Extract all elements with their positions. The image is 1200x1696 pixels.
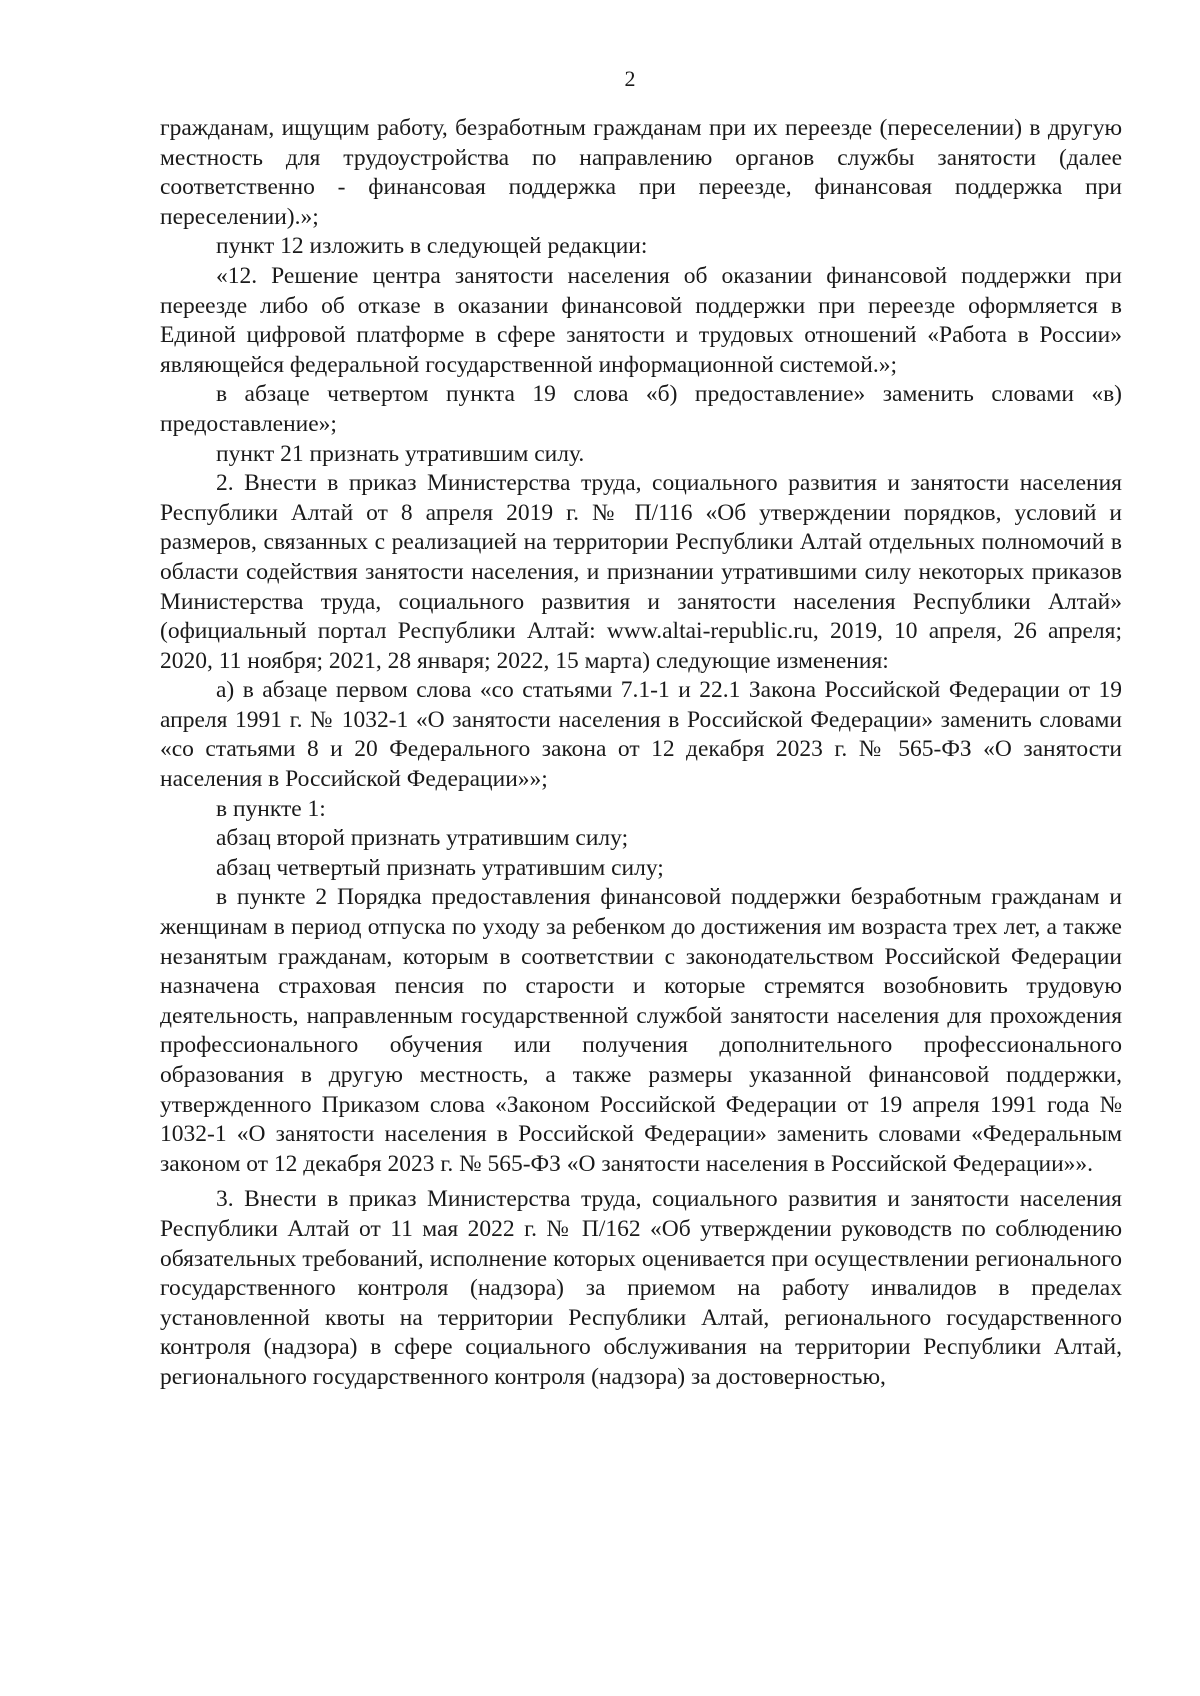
paragraph-fourth-abzac: абзац четвертый признать утратившим силу; bbox=[216, 854, 664, 881]
paragraph-point-2-order: в пункте 2 Порядка предоставления финансовой поддержки безработным гражданам и женщинам в период отпуска по уходу за ребенком до достижения им возраста трех лет, а также незанятым гражданам, которым в соответствии с законодательством Российской Федерации назначена страховая пенсия по старости и которые стремятся возобновить трудовую деятельность, направленным государственной службой занятости населения для прохождения профессионального обучения или получения дополнительного профессионального образования в другую местность, а также размеры указанной финансовой поддержки, утвержденного Приказом слова «Законом Российской Федерации от 19 апреля 1991 года № 1032-1 «О занятости населения в Российской Федерации» заменить словами «Федеральным законом от 12 декабря 2023 г. № 565-ФЗ «О занятости населения в Российской Федерации»». bbox=[160, 884, 1122, 1177]
paragraph-item-19-amendment: в абзаце четвертом пункта 19 слова «б) предоставление» заменить словами «в) предоставление»; bbox=[160, 381, 1122, 437]
paragraph-item-21-repeal: пункт 21 признать утратившим силу. bbox=[216, 440, 585, 467]
paragraph-point-1: в пункте 1: bbox=[216, 795, 326, 822]
paragraph-continuation: гражданам, ищущим работу, безработным гражданам при их переезде (переселении) в другую местность для трудоустройства по направлению органов службы занятости (далее соответственно - финансовая поддержка при переезде, финансовая поддержка при переселении).»; bbox=[160, 115, 1122, 230]
paragraph-item-12-instruction: пункт 12 изложить в следующей редакции: bbox=[216, 233, 648, 260]
paragraph-section-3: 3. Внести в приказ Министерства труда, социального развития и занятости населения Республики Алтай от 11 мая 2022 г. № П/162 «Об утверждении руководств по соблюдению обязательных требований, исполнение которых оценивается при осуществлении регионального государственного контроля (надзора) за приемом на работу инвалидов в пределах установленной квоты на территории Республики Алтай, регионального государственного контроля (надзора) в сфере социального обслуживания на территории Республики Алтай, регионального государственного контроля (надзора) за достоверностью, bbox=[160, 1186, 1122, 1390]
paragraph-section-2-a: а) в абзаце первом слова «со статьями 7.1-1 и 22.1 Закона Российской Федерации от 19 апреля 1991 г. № 1032-1 «О занятости населения в Российской Федерации» заменить словами «со статьями 8 и 20 Федерального закона от 12 декабря 2023 г. № 565-ФЗ «О занятости населения в Российской Федерации»»; bbox=[160, 677, 1122, 793]
page-number: 2 bbox=[624, 66, 636, 91]
paragraph-second-abzac: абзац второй признать утратившим силу; bbox=[216, 825, 629, 852]
paragraph-item-12-text: «12. Решение центра занятости населения об оказании финансовой поддержки при переезде либо об отказе в оказании финансовой поддержки при переезде оформляется в Единой цифровой платформе в сфере занятости и трудовых отношений «Работа в России» являющейся федеральной государственной информационной системой.»; bbox=[160, 262, 1122, 378]
document-body bbox=[160, 114, 1122, 1393]
paragraph-section-2: 2. Внести в приказ Министерства труда, социального развития и занятости населения Республики Алтай от 8 апреля 2019 г. № П/116 «Об утверждении порядков, условий и размеров, связанных с реализацией на территории Республики Алтай отдельных полномочий в области содействия занятости населения, и признании утратившими силу некоторых приказов Министерства труда, социального развития и занятости населения Республики Алтай» (официальный портал Республики Алтай: www.altai-republic.ru, 2019, 10 апреля, 26 апреля; 2020, 11 ноября; 2021, 28 января; 2022, 15 марта) следующие изменения: bbox=[160, 470, 1122, 674]
